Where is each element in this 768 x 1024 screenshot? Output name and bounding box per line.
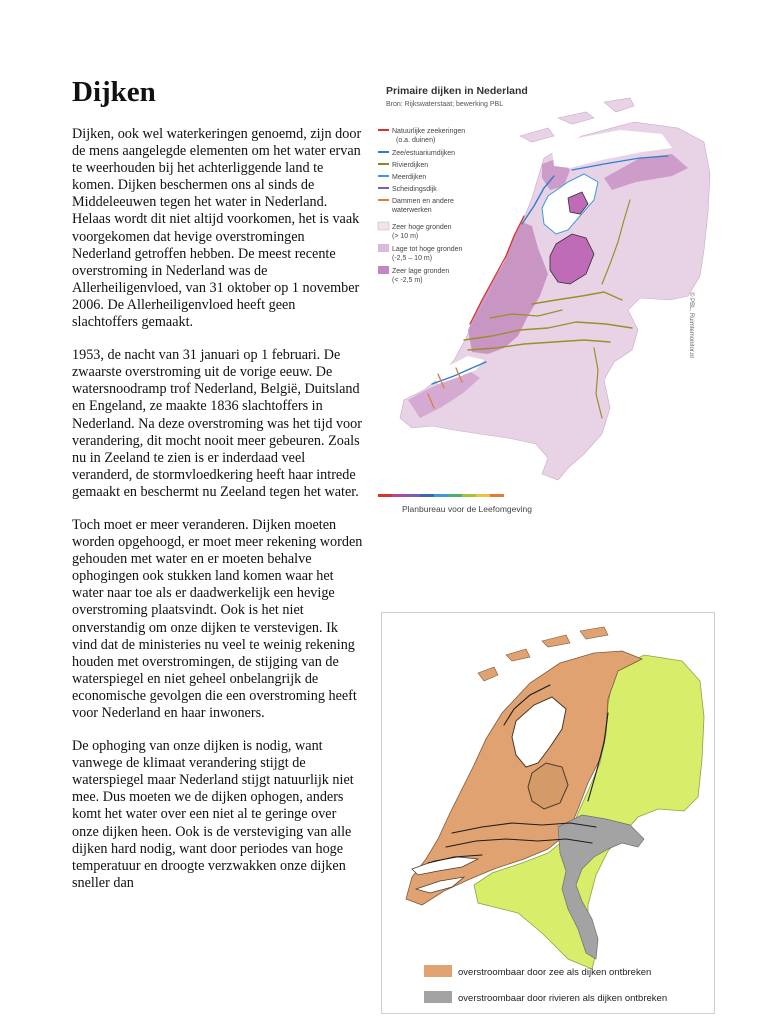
strip-segment-orange [490,494,504,497]
legend-separation: Scheidingsdijk [392,186,437,193]
primary-dikes-map [372,78,720,520]
legend-sea-flood: overstroombaar door zee als dijken ontbreken [458,967,652,978]
legend-swatch-mid [378,244,389,252]
legend-low: Zeer lage gronden [392,268,450,275]
strip-segment-lightblue [434,494,448,497]
legend-dams: Dammen en andere [392,198,454,205]
paragraph-change: Toch moet er meer veranderen. Dijken moeten worden opgehoogd, er moet meer rekening worden gehouden met water en er moeten behalve ophogingen ook stukken land komen waar het water naar toe als er daadwerkelijk een hevige overstroming plaatsvindt. Ook is het niet onverstandig om onze dijken te verstevigen. Ik vind dat de ministeries nu veel te weinig rekening houden met overstromingen, de stijging van de waterspiegel en niet geheel onbelangrijk de economische gevolgen die een overstroming heeft voor Nederland en haar inwoners. [72,516,363,721]
paragraph-1953: 1953, de nacht van 31 januari op 1 februari. De zwaarste overstroming uit de vorige eeuw. De watersnoodramp trof Nederland, België, Duitsland en Engeland, ze maakte 1836 slachtoffers in Nederland. Na deze overstroming was het tijd voor verandering, dit mocht nooit meer gebeuren. Zoals nu in Zeeland te zien is er inderdaad veel veranderd, de stormvloedkering heeft haar intrede gemaakt en beschermt nu Zeeland tegen het water. [72,347,362,500]
map2-legend [424,965,667,1004]
legend-swatch-sea [424,965,452,977]
map1-source: Bron: Rijkswaterstaat; bewerking PBL [386,101,504,108]
map1-title: Primaire dijken in Nederland [386,85,528,97]
map1-footer: Planbureau voor de Leefomgeving [402,504,532,514]
legend-dams-sub: waterwerken [392,207,432,214]
strip-segment-green [448,494,462,497]
legend-low-sub: (< -2,5 m) [392,277,423,284]
strip-segment-magenta [392,494,406,497]
legend-swatch-high [378,222,389,230]
flood-risk-map [381,612,715,1014]
legend-swatch-river [424,991,452,1003]
legend-swatch-low [378,266,389,274]
map1-legend [378,128,465,284]
legend-mid: Lage tot hoge gronden [392,246,463,253]
map1-credit: © PBL, Ruimtemonitor.nl [688,292,694,358]
legend-sea: Zee/estuariumdijken [392,150,456,157]
legend-river-flood: overstroombaar door rivieren als dijken ontbreken [458,993,668,1004]
legend-high-sub: (> 10 m) [392,233,419,240]
article-body [72,126,364,908]
map1-color-strip [378,494,504,497]
legend-river: Rivierdijken [392,162,429,169]
legend-natural: Natuurlijke zeekeringen [392,128,466,135]
paragraph-raising: De ophoging van onze dijken is nodig, want vanwege de klimaat verandering stijgt de waterspiegel maar Nederland stijgt natuurlijk niet mee. Dus moeten we de dijken ophogen, anders komt het water over een niet al te geringe over onze dijken heen. Ook is de versteviging van alle dijken hard nodig, want door periodes van hoge temperatuur en droogte verzwakken onze dijken sneller dan [72,738,354,891]
strip-segment-lime [462,494,476,497]
strip-segment-yellow [476,494,490,497]
strip-segment-blue [420,494,434,497]
strip-segment-red [378,494,392,497]
page-title: Dijken [72,76,156,108]
legend-mid-sub: (-2,5 – 10 m) [392,255,433,262]
legend-lake: Meerdijken [392,174,427,181]
paragraph-intro: Dijken, ook wel waterkeringen genoemd, zijn door de mens aangelegde elementen om het water ervan te weerhouden bij het achterliggende land te komen. Dijken beschermen ons al sinds de Middeleeuwen tegen het water in Nederland. Helaas wordt dit niet altijd voorkomen, het is vaak voorgekomen dat hevige overstromingen Nederland getroffen hebben. De meest recente overstroming in Nederland was de Allerheiligenvloed, van 31 oktober op 1 november 2006. De Allerheiligenvloed heeft geen slachtoffers gemaakt. [72,126,362,331]
strip-segment-purple [406,494,420,497]
legend-high: Zeer hoge gronden [392,224,452,231]
legend-natural-sub: (o.a. duinen) [396,137,436,144]
